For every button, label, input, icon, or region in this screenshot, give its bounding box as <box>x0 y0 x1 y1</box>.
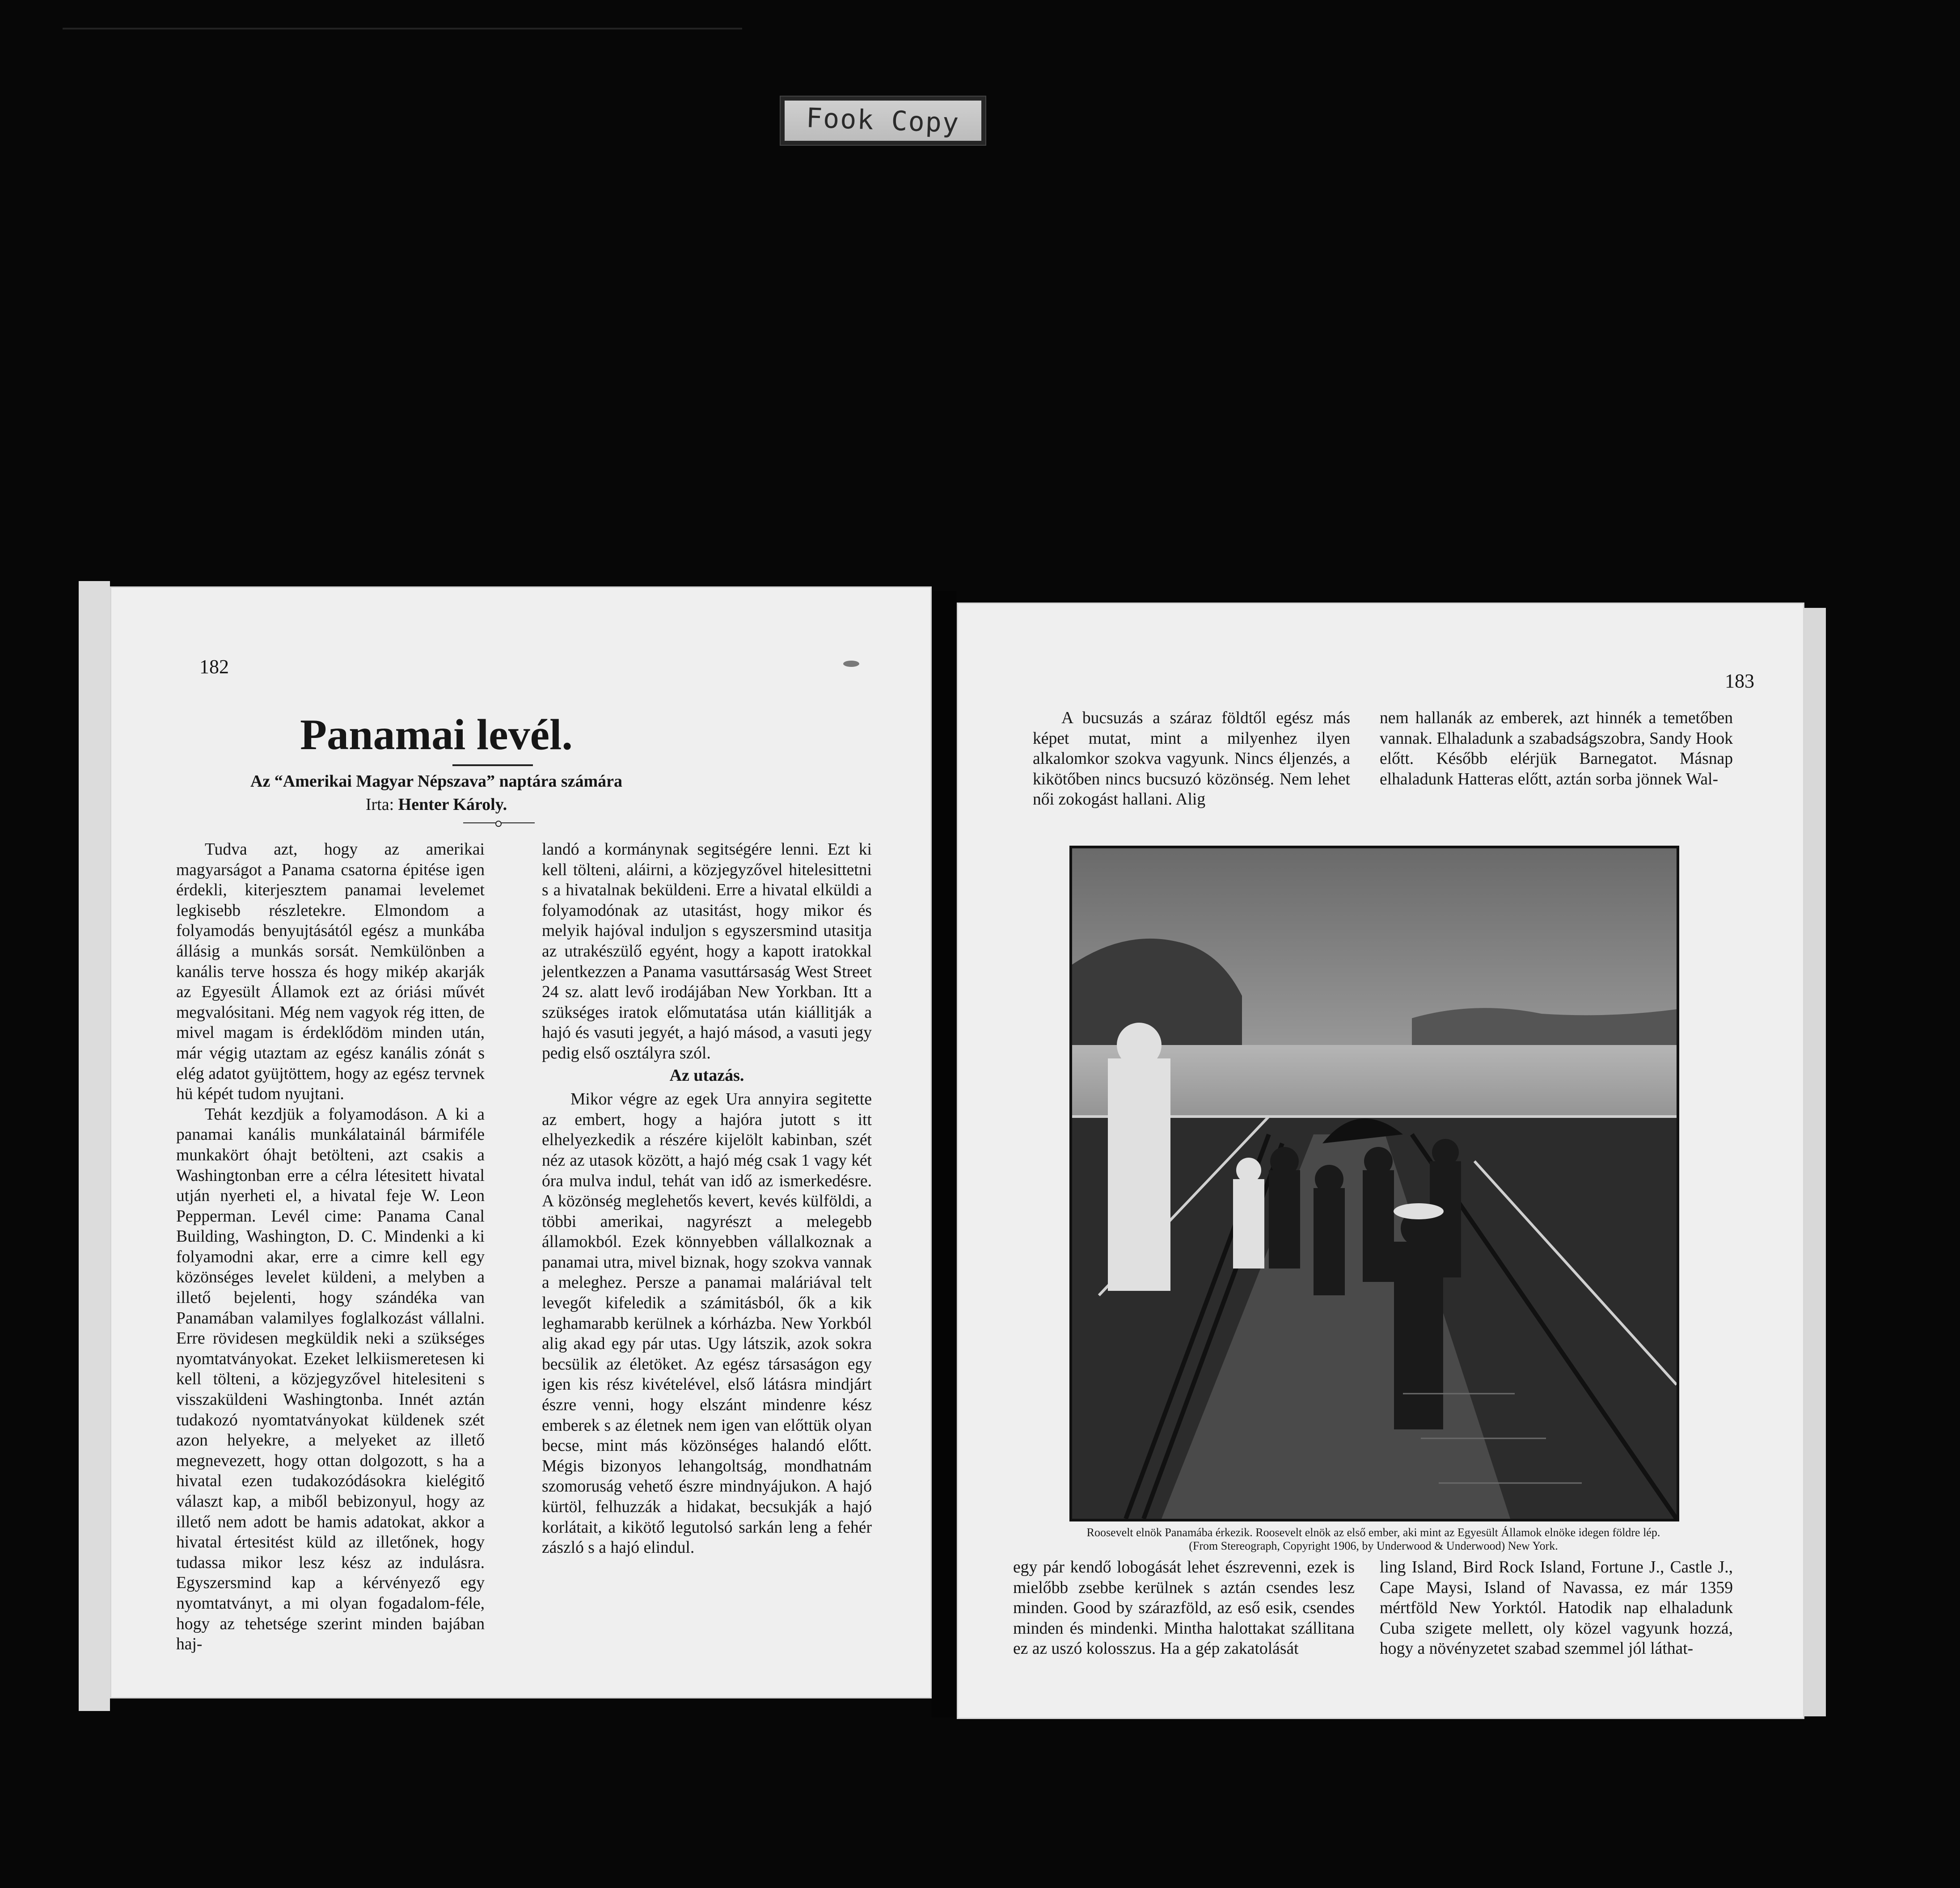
right-column-2-top <box>1380 708 1733 789</box>
caption-credit: (From Stereograph, Copyright 1906, by Underwood & Underwood) New York. <box>1189 1539 1558 1552</box>
right-column-2-bottom <box>1380 1557 1733 1659</box>
label-tape-text: Fook Copy <box>806 102 960 139</box>
right-page-edge <box>1804 608 1826 1716</box>
paragraph: A bucsuzás a száraz földtől egész más képet mutat, mint a milyenhez ilyen alkalomkor szokva vagyunk. Nincs éljenzés, a kikötőben nincs bucsuzó közönség. Nem lehet női zokogást hallani. Alig <box>1033 709 1350 809</box>
article-title: Panamai levél. <box>300 711 573 759</box>
paragraph: Mikor végre az egek Ura annyira segitette az embert, hogy a hajóra jutott s itt elhelyezkedik a részére kijelölt kabinban, szét néz az utasok között, a hajó még csak 1 vagy két óra mulva indul, tehát van idő az ismerkedésre. A közönség meglehetős kevert, kevés külföldi, a többi amerikai, nagyrészt a melegebb államokból. Ezek könnyebben vállalkoznak a panamai utra, mivel biznak, hogy szokva vannak a meleghez. Persze a panamai maláriával telt levegőt kifeledik a számitásból, ők a kik leghamarabb kerülnek a kórházba. New Yorkból alig akad egy pár utas. Ugy látszik, azok sokra becsülik az életöket. Az egész társaságon egy igen kis rész kivételével, első látásra mindjárt észre venni, hogy elszánt mindenre kész emberek s az életnek nem igen van előttük olyan becse, mint más közönséges halandó előtt. Mégis bizonyos lehangoltság, mondhatnám szomoruság vehető észre mindnyájukon. A hajó kürtöl, felhuzzák a hidakat, becsukják a hajó korlátait, a kikötő legutolsó sarkán leng a fehér zászló s a hajó elindul. <box>542 1090 872 1557</box>
photo-illustration <box>1072 848 1677 1519</box>
paragraph: egy pár kendő lobogását lehet észrevenni, ezek is mielőbb zsebbe kerülnek s aztán csendes lesz minden. Good by szárazföld, az eső esik, csendes minden és mindenki. Mintha halottakat szállitana ez az uszó kolosszus. Ha a gép zakatolását <box>1013 1558 1355 1658</box>
section-heading: Az utazás. <box>669 1066 744 1085</box>
ornament-divider <box>463 821 535 825</box>
label-strip <box>780 96 986 146</box>
title-rule <box>452 764 533 766</box>
left-column-1 <box>176 839 485 1655</box>
byline-prefix: Irta: <box>365 795 398 814</box>
book-gutter <box>932 591 957 1717</box>
article-byline <box>110 795 763 814</box>
left-page-edge <box>79 581 110 1711</box>
label-tape <box>785 101 981 141</box>
left-page <box>110 586 932 1698</box>
paragraph: Tehát kezdjük a folyamodáson. A ki a panamai kanális munkálatainál bármiféle munkakört óhajt betölteni, azt csakis a Washingtonban erre a célra létesitett hivatal utján nyerheti el, a hivatal feje W. Leon Pepperman. Levél cime: Panama Canal Building, Washington, D. C. Mindenki a ki folyamodni akar, erre a cimre kell egy közönséges levelet küldeni, a melyben a illető bejelenti, hogy szándéka van Panamában valamilyes foglalkozást vállalni. Erre rövidesen megküldik neki a szükséges nyomtatványokat. Ezeket lelkiismeretesen ki kell tölteni, a közjegyzővel hitelesiteni s visszaküldeni Washingtonba. Innét aztán tudakozó nyomtatványokat küldenek szét azon helyekre, a melyeket az illető megnevezett, hogy ottan dolgozott, s ha a hivatal ezen tudakozódásokra kielégitő választ kap, a miből bebizonyul, hogy az illető nem adott be hamis adatokat, akkor a hivatal értesitést küld az illetőnek, hogy tudassa mikor lesz kész az indulásra. Egyszersmind kap a kérvényező egy nyomtatványt, a mi olyan fogadalom-féle, hogy az tehetsége szerint minden bajában haj- <box>176 1105 485 1654</box>
right-column-1-top <box>1033 708 1350 810</box>
paragraph: nem hallanák az emberek, azt hinnék a temetőben vannak. Elhaladunk a szabadságszobra, Sandy Hook előtt. Később elérjük Barnegatot. Másnap elhaladunk Hatteras előtt, aztán sorba jönnek Wal- <box>1380 709 1733 788</box>
paragraph: landó a kormánynak segitségére lenni. Ezt ki kell tölteni, aláirni, a közjegyzővel hitelesittetni s a hivatalnak beküldeni. Erre a hivatal elküldi a folyamodónak az utasitást, hogy mikor és melyik hajóval induljon s egyszersmind utasitja az utrakészülő egyént, hogy a kapott iratokkal jelentkezzen a Panama vasuttársaság West Street 24 sz. alatt levő irodájában New Yorkban. Itt a szükséges iratok előmutatása után kiállitják a hajó és vasuti jegyét, a hajó másod, a vasuti jegy pedig első osztályra szól. <box>542 840 872 1062</box>
paragraph: Tudva azt, hogy az amerikai magyarságot a Panama csatorna épitése igen érdekli, kiterjesztem panamai levelemet legkisebb részletekre. Elmondom a folyamodás benyujtásától egész a munkába állásig a munkás sorsát. Nemkülönben a kanális terve hossza és hogy mikép akarják az Egyesült Államok ezt az óriási művét megvalósitani. Még nem vagyok rég itten, de mivel magam is érdeklődöm minden után, már végig utaztam az egész kanális zónát s elég adatot gyüjtöttem, hogy az egész tervnek hü képét tudom nyujtani. <box>176 840 485 1104</box>
page-number-left: 182 <box>199 656 229 678</box>
photo-caption <box>1080 1526 1667 1553</box>
author-name: Henter Károly. <box>398 795 507 814</box>
article-subtitle: Az “Amerikai Magyar Népszava” naptára számára <box>250 772 622 791</box>
right-page <box>957 603 1804 1719</box>
film-top-rule <box>63 28 742 30</box>
caption-main: Roosevelt elnök Panamába érkezik. Roosevelt elnök az első ember, aki mint az Egyesült Államok elnöke idegen földre lép. <box>1086 1526 1660 1539</box>
left-column-2 <box>542 839 872 1558</box>
page-number-right: 183 <box>1725 670 1754 692</box>
roosevelt-photograph <box>1069 846 1679 1521</box>
ink-smudge <box>843 661 859 667</box>
paragraph: ling Island, Bird Rock Island, Fortune J., Castle J., Cape Maysi, Island of Navassa, ez már 1359 mértföld New Yorktól. Hatodik nap elhaladunk Cuba szigete mellett, oly közel vagyunk hozzá, hogy a növényzetet szabad szemmel jól láthat- <box>1380 1558 1733 1658</box>
right-column-1-bottom <box>1013 1557 1355 1659</box>
